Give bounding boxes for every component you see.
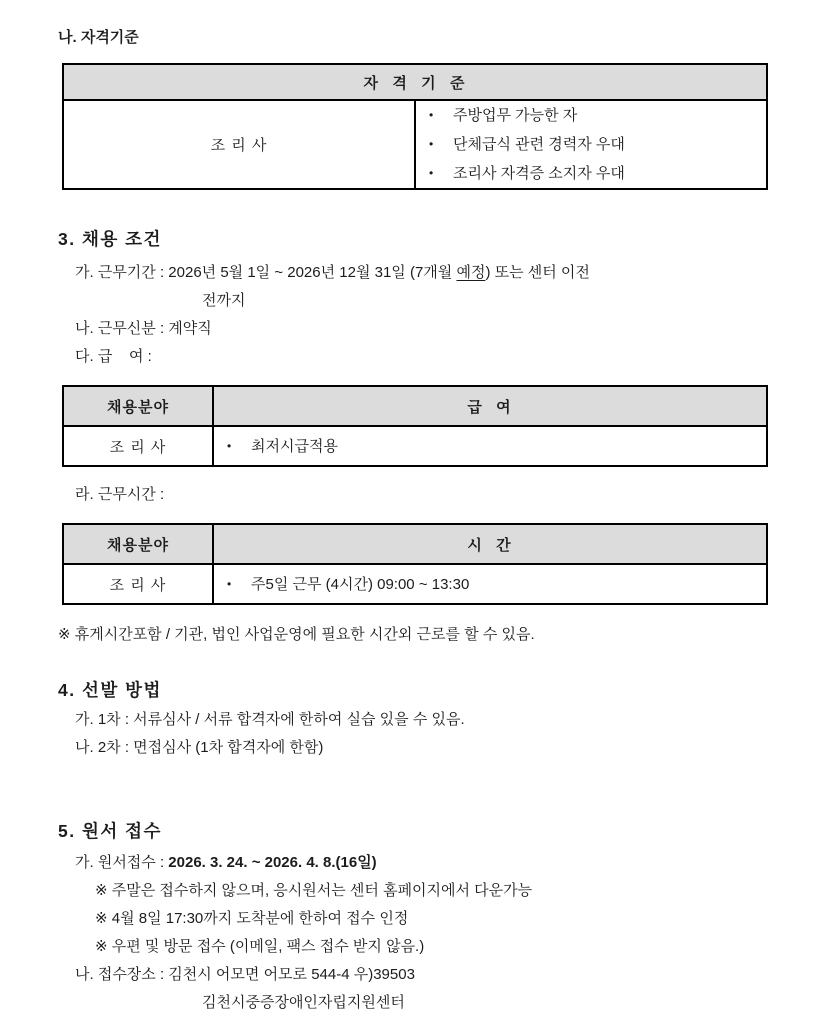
application-location-line: 나. 접수장소 : 김천시 어모면 어모로 544-4 우)39503 bbox=[75, 966, 415, 983]
qualification-table bbox=[62, 63, 768, 190]
hours-label-line: 라. 근무시간 : bbox=[75, 486, 165, 503]
selection-item-2: 나. 2차 : 면접심사 (1차 합격자에 한함) bbox=[75, 739, 324, 756]
application-note-1: ※ 주말은 접수하지 않으며, 응시원서는 센터 홈페이지에서 다운가능 bbox=[95, 882, 533, 899]
table-row bbox=[63, 564, 767, 604]
bullet-text: 주방업무 가능한 자 bbox=[453, 107, 578, 124]
bullet-icon: • bbox=[429, 166, 434, 180]
bullet-icon: • bbox=[429, 137, 434, 151]
list-item bbox=[416, 159, 766, 188]
list-item bbox=[214, 570, 766, 599]
application-note-3: ※ 우편 및 방문 접수 (이메일, 팩스 접수 받지 않음.) bbox=[95, 938, 425, 955]
table-row bbox=[63, 426, 767, 466]
bullet-text: 단체급식 관련 경력자 우대 bbox=[453, 136, 625, 153]
qualification-row-label: 조 리 사 bbox=[63, 100, 415, 189]
conditions-heading: 3. 채용 조건 bbox=[58, 229, 162, 249]
hours-table bbox=[62, 523, 768, 605]
work-period-line bbox=[75, 259, 825, 287]
application-period-dates: 2026. 3. 24. ~ 2026. 4. 8.(16일) bbox=[168, 854, 377, 871]
salary-row-value bbox=[213, 426, 767, 466]
list-item bbox=[214, 432, 766, 461]
bullet-icon: • bbox=[227, 438, 232, 453]
list-item bbox=[416, 101, 766, 130]
application-period-prefix: 가. 원서접수 : bbox=[75, 854, 169, 871]
hours-row-label: 조 리 사 bbox=[63, 564, 213, 604]
salary-row-label: 조 리 사 bbox=[63, 426, 213, 466]
list-item bbox=[416, 130, 766, 159]
bullet-text: 주5일 근무 (4시간) 09:00 ~ 13:30 bbox=[251, 575, 470, 593]
salary-table-col2-header: 급 여 bbox=[213, 386, 767, 426]
bullet-icon: • bbox=[429, 108, 434, 122]
application-note-2: ※ 4월 8일 17:30까지 도착분에 한하여 접수 인정 bbox=[95, 910, 409, 927]
qualification-row-content bbox=[415, 100, 767, 189]
salary-table bbox=[62, 385, 768, 467]
application-location-line2: 김천시중증장애인자립지원센터 bbox=[202, 994, 405, 1011]
bullet-icon: • bbox=[227, 576, 232, 591]
salary-table-col1-header: 채용분야 bbox=[63, 386, 213, 426]
application-heading: 5. 원서 접수 bbox=[58, 821, 162, 841]
salary-label-line: 다. 급 여 : bbox=[75, 348, 152, 365]
qualification-table-header: 자 격 기 준 bbox=[63, 64, 767, 100]
application-period-line bbox=[75, 849, 825, 877]
hours-note-line: ※ 휴게시간포함 / 기관, 법인 사업운영에 필요한 시간외 근로를 할 수 있음. bbox=[58, 626, 535, 643]
table-row bbox=[63, 100, 767, 189]
work-period-suffix: ) 또는 센터 이전 bbox=[485, 264, 590, 281]
qualification-heading: 나. 자격기준 bbox=[58, 29, 139, 46]
bullet-text: 조리사 자격증 소지자 우대 bbox=[453, 165, 625, 182]
selection-item-1: 가. 1차 : 서류심사 / 서류 합격자에 한하여 실습 있을 수 있음. bbox=[75, 711, 465, 728]
work-period-wrap-line: 전까지 bbox=[202, 292, 246, 309]
selection-heading: 4. 선발 방법 bbox=[58, 680, 162, 700]
employment-type-line: 나. 근무신분 : 계약직 bbox=[75, 320, 212, 337]
hours-table-col1-header: 채용분야 bbox=[63, 524, 213, 564]
hours-table-col2-header: 시 간 bbox=[213, 524, 767, 564]
bullet-text: 최저시급적용 bbox=[251, 437, 338, 455]
hours-row-value bbox=[213, 564, 767, 604]
work-period-prefix: 가. 근무기간 : 2026년 5월 1일 ~ 2026년 12월 31일 (7개월 bbox=[75, 264, 457, 281]
work-period-underlined: 예정 bbox=[456, 264, 486, 281]
